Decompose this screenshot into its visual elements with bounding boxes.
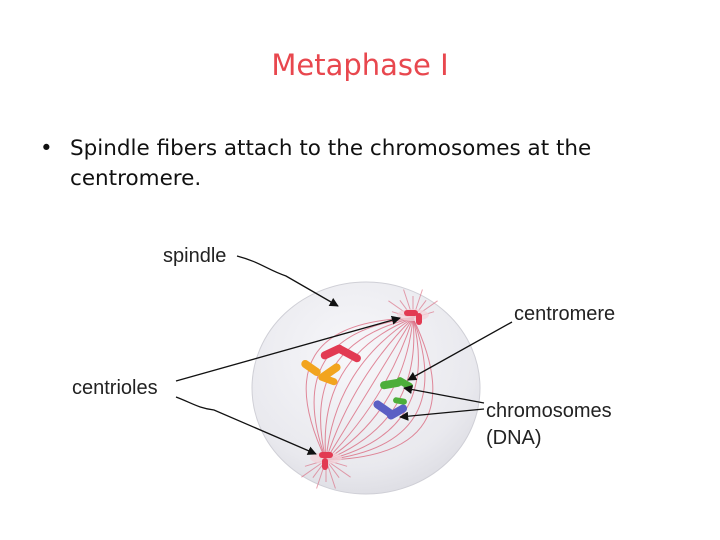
label-centrioles: centrioles	[72, 377, 158, 399]
bullet-symbol: •	[40, 136, 53, 161]
cell-body	[252, 282, 480, 494]
label-dna: (DNA)	[486, 427, 542, 449]
bullet-text: Spindle fibers attach to the chromosomes at the centromere.	[70, 136, 592, 191]
label-centromere: centromere	[514, 303, 616, 325]
label-spindle: spindle	[163, 245, 227, 267]
label-chromosomes: chromosomes	[486, 400, 612, 422]
slide-title: Metaphase I	[271, 48, 449, 82]
